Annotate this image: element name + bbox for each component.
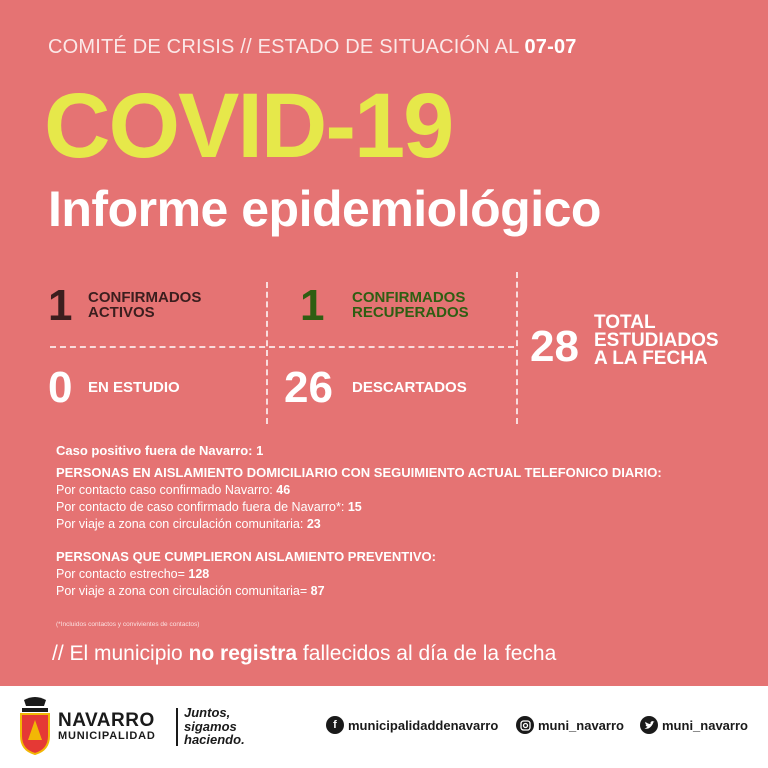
item-text: Por contacto estrecho= [56, 566, 189, 581]
total-label [594, 314, 719, 368]
info-block [56, 442, 736, 600]
item-value: 46 [276, 482, 291, 497]
total-label-line3: A LA FECHA [594, 348, 708, 370]
recuperados-label-line1: CONFIRMADOS [352, 289, 466, 306]
twitter-link[interactable] [640, 716, 748, 734]
activos-label-line1: CONFIRMADOS [88, 289, 202, 306]
item-value: 23 [306, 517, 321, 532]
covid-title: COVID-19 [44, 75, 453, 177]
total-value: 28 [530, 322, 579, 371]
brand-name: NAVARRO [58, 710, 155, 731]
cumplieron-title: PERSONAS QUE CUMPLIERON AISLAMIENTO PREVENTIVO: [56, 548, 436, 564]
instagram-link[interactable] [516, 716, 624, 734]
twitter-handle: muni_navarro [662, 717, 748, 733]
facebook-link[interactable] [326, 716, 498, 734]
slogan-line2: sigamos [184, 718, 237, 734]
header-date: 07-07 [524, 36, 577, 58]
report-subtitle: Informe epidemiológico [48, 181, 601, 237]
footer-bar [0, 686, 768, 768]
total-label-line2: ESTUDIADOS [594, 330, 719, 352]
fuera-line: Caso positivo fuera de Navarro: 1 [56, 443, 264, 458]
fallecidos-part3: fallecidos al día de la fecha [297, 642, 557, 665]
item-value: 15 [347, 500, 362, 515]
instagram-handle: muni_navarro [538, 717, 624, 733]
estudio-value: 0 [48, 363, 73, 412]
slogan-line3: haciendo. [184, 732, 245, 748]
facebook-icon: f [326, 716, 344, 734]
list-item [56, 482, 736, 499]
descartados-label: DESCARTADOS [352, 379, 467, 396]
total-label-line1: TOTAL [594, 312, 656, 333]
divider [50, 346, 514, 348]
activos-value: 1 [48, 281, 73, 330]
divider [266, 282, 268, 424]
header-line [48, 36, 577, 59]
fallecidos-line [52, 642, 556, 666]
recuperados-label [352, 290, 469, 321]
recuperados-label-line2: RECUPERADOS [352, 304, 469, 322]
item-text: Por viaje a zona con circulación comunitaria: [56, 517, 307, 532]
slogan-line1: Juntos, [184, 705, 231, 720]
activos-label [88, 290, 201, 321]
footnote: (*Incluidos contactos y convivientes de contactos) [56, 621, 200, 628]
recuperados-value: 1 [300, 281, 325, 330]
list-item [56, 516, 736, 533]
divider [516, 272, 518, 424]
item-text: Por viaje a zona con circulación comunitaria= [56, 583, 311, 598]
shield-logo-icon [18, 694, 52, 756]
divider [176, 708, 178, 746]
descartados-value: 26 [284, 363, 333, 412]
fallecidos-part2: no registra [188, 642, 298, 665]
item-value: 87 [310, 583, 325, 598]
fallecidos-part1: // El municipio [52, 642, 189, 665]
list-item [56, 583, 736, 600]
slogan [184, 706, 245, 747]
twitter-icon [640, 716, 658, 734]
facebook-handle: municipalidaddenavarro [348, 717, 499, 733]
list-item [56, 566, 736, 583]
item-text: Por contacto de caso confirmado fuera de Navarro*: [56, 500, 348, 515]
list-item [56, 499, 736, 516]
header-prefix: COMITÉ DE CRISIS // ESTADO DE SITUACIÓN AL [48, 36, 525, 58]
spacer [56, 534, 736, 548]
item-text: Por contacto caso confirmado Navarro: [56, 482, 277, 497]
item-value: 128 [188, 566, 210, 581]
aislamiento-title: PERSONAS EN AISLAMIENTO DOMICILIARIO CON SEGUIMIENTO ACTUAL TELEFONICO DIARIO: [56, 464, 662, 480]
instagram-icon [516, 716, 534, 734]
estudio-label: EN ESTUDIO [88, 379, 180, 396]
brand-subtitle: MUNICIPALIDAD [58, 730, 156, 742]
activos-label-line2: ACTIVOS [88, 304, 155, 322]
